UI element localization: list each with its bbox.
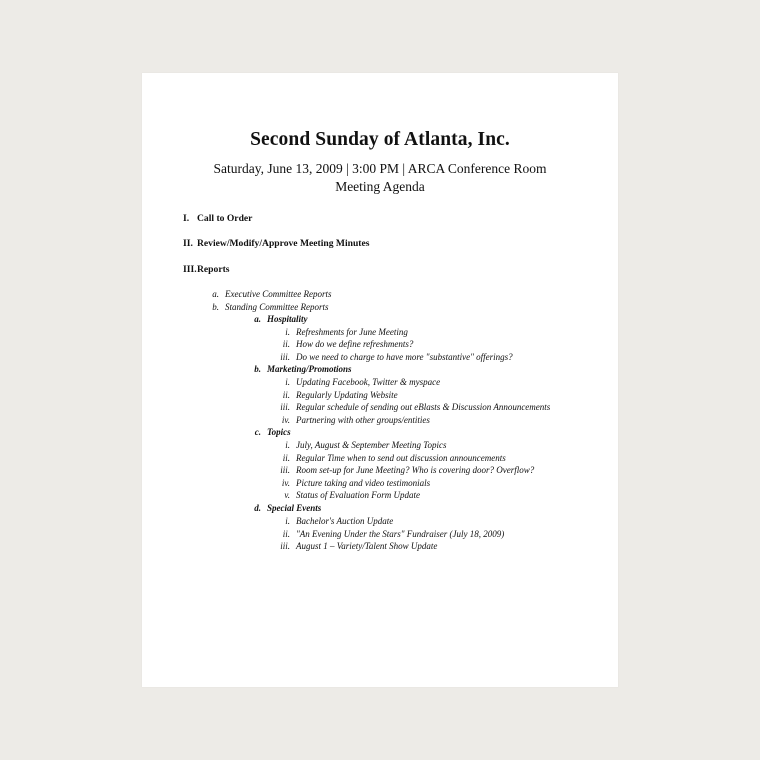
list-marker: i. [285, 377, 290, 387]
list-marker: iii. [280, 465, 290, 475]
list-marker: iii. [280, 402, 290, 412]
list-marker: iii. [280, 541, 290, 551]
list-item-label: Picture taking and video testimonials [296, 477, 431, 488]
section-call-to-order [183, 213, 252, 224]
section-label: Review/Modify/Approve Meeting Minutes [197, 238, 370, 249]
committee-label: Special Events [267, 503, 322, 513]
list-marker: d. [254, 503, 261, 513]
document-type: Meeting Agenda [335, 179, 425, 194]
list-item-label: Partnering with other groups/entities [296, 414, 430, 425]
list-item-label: "An Evening Under the Stars" Fundraiser (July 18, 2009) [296, 528, 505, 539]
list-marker: c. [254, 427, 261, 437]
list-item-label: July, August & September Meeting Topics [296, 440, 447, 450]
list-item-label: Regular Time when to send out discussion announcements [296, 452, 506, 463]
section-number: III. [183, 264, 197, 275]
list-marker: i. [285, 326, 290, 337]
list-item-label: August 1 – Variety/Talent Show Update [296, 541, 438, 551]
list-item-label: Refreshments for June Meeting [296, 326, 408, 337]
list-marker: b. [254, 364, 261, 374]
list-item-label: Do we need to charge to have more "substantive" offerings? [296, 351, 513, 362]
list-item-label: Standing Committee Reports [225, 301, 329, 312]
list-item-label: Updating Facebook, Twitter & myspace [296, 377, 441, 387]
committee-label: Topics [267, 427, 291, 437]
section-number: I. [183, 213, 190, 224]
list-item-label: Executive Committee Reports [225, 289, 332, 299]
list-marker: iv. [281, 414, 290, 425]
section-reports [183, 264, 230, 275]
list-marker: iv. [281, 477, 290, 488]
list-item-label: Regular schedule of sending out eBlasts & Discussion Announcements [296, 402, 551, 412]
list-marker: a. [212, 289, 219, 299]
list-marker: i. [285, 440, 290, 450]
list-marker: v. [284, 490, 290, 500]
section-label: Reports [197, 264, 230, 275]
list-marker: a. [254, 314, 261, 324]
committee-label: Hospitality [267, 314, 308, 324]
list-marker: ii. [282, 339, 290, 349]
list-marker: ii. [282, 452, 290, 463]
list-marker: b. [212, 301, 219, 312]
document-title: Second Sunday of Atlanta, Inc. [250, 129, 510, 150]
committee-label: Marketing/Promotions [267, 364, 352, 374]
list-item-label: Bachelor's Auction Update [296, 516, 394, 526]
list-marker: ii. [282, 389, 290, 400]
section-label: Call to Order [197, 213, 253, 224]
list-item-label: How do we define refreshments? [296, 339, 414, 349]
section-number: II. [183, 238, 193, 249]
list-marker: i. [285, 516, 290, 526]
section-review-minutes [183, 238, 370, 249]
list-marker: iii. [280, 351, 290, 362]
meeting-details: Saturday, June 13, 2009 | 3:00 PM | ARCA Conference Room [213, 161, 547, 176]
list-item-label: Status of Evaluation Form Update [296, 490, 420, 500]
document-page [142, 73, 618, 687]
list-item-label: Room set-up for June Meeting? Who is covering door? Overflow? [296, 465, 535, 475]
list-marker: ii. [282, 528, 290, 539]
list-item-label: Regularly Updating Website [296, 389, 398, 400]
